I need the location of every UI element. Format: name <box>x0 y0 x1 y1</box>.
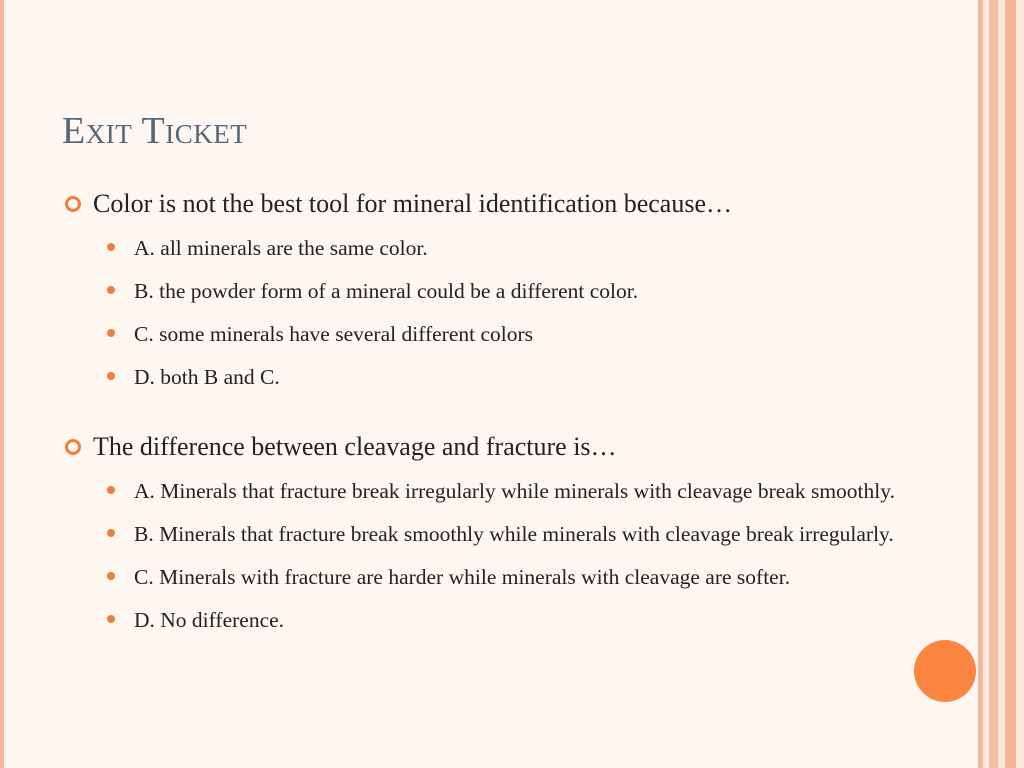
dot-bullet-icon <box>107 529 115 537</box>
dot-bullet-icon <box>107 615 115 623</box>
answer-option <box>134 602 962 638</box>
answer-option <box>134 359 962 395</box>
answer-list <box>93 473 962 638</box>
slide-content <box>62 186 962 645</box>
frame-right-stripe <box>1005 0 1016 768</box>
answer-text: B. the powder form of a mineral could be a different color. <box>134 279 639 303</box>
frame-right-stripe <box>1016 0 1024 768</box>
dot-bullet-icon <box>107 329 115 337</box>
answer-option <box>134 316 962 352</box>
frame-left-border <box>0 0 4 768</box>
answer-text: C. some minerals have several different colors <box>134 322 534 346</box>
answer-option <box>134 230 962 266</box>
dot-bullet-icon <box>107 286 115 294</box>
question-1 <box>62 186 962 395</box>
answer-text: D. No difference. <box>134 608 285 632</box>
ring-bullet-icon <box>65 439 81 455</box>
frame-right-stripe <box>989 0 998 768</box>
frame-right-stripe <box>998 0 1005 768</box>
dot-bullet-icon <box>107 372 115 380</box>
answer-option <box>134 516 962 552</box>
answer-option <box>134 473 962 509</box>
answer-text: D. both B and C. <box>134 365 280 389</box>
dot-bullet-icon <box>107 243 115 251</box>
dot-bullet-icon <box>107 572 115 580</box>
question-text: Color is not the best tool for mineral identification because… <box>93 189 733 218</box>
answer-text: A. all minerals are the same color. <box>134 236 428 260</box>
question-text: The difference between cleavage and fracture is… <box>93 432 617 461</box>
question-2 <box>62 429 962 638</box>
ring-bullet-icon <box>65 196 81 212</box>
dot-bullet-icon <box>107 486 115 494</box>
answer-text: B. Minerals that fracture break smoothly while minerals with cleavage break irregularly. <box>134 522 894 546</box>
answer-list <box>93 230 962 395</box>
answer-option <box>134 559 962 595</box>
answer-text: A. Minerals that fracture break irregularly while minerals with cleavage break smoothly. <box>134 479 895 503</box>
slide-title: Exit Ticket <box>62 110 248 152</box>
answer-option <box>134 273 962 309</box>
answer-text: C. Minerals with fracture are harder while minerals with cleavage are softer. <box>134 565 791 589</box>
decorative-circle <box>914 640 976 702</box>
